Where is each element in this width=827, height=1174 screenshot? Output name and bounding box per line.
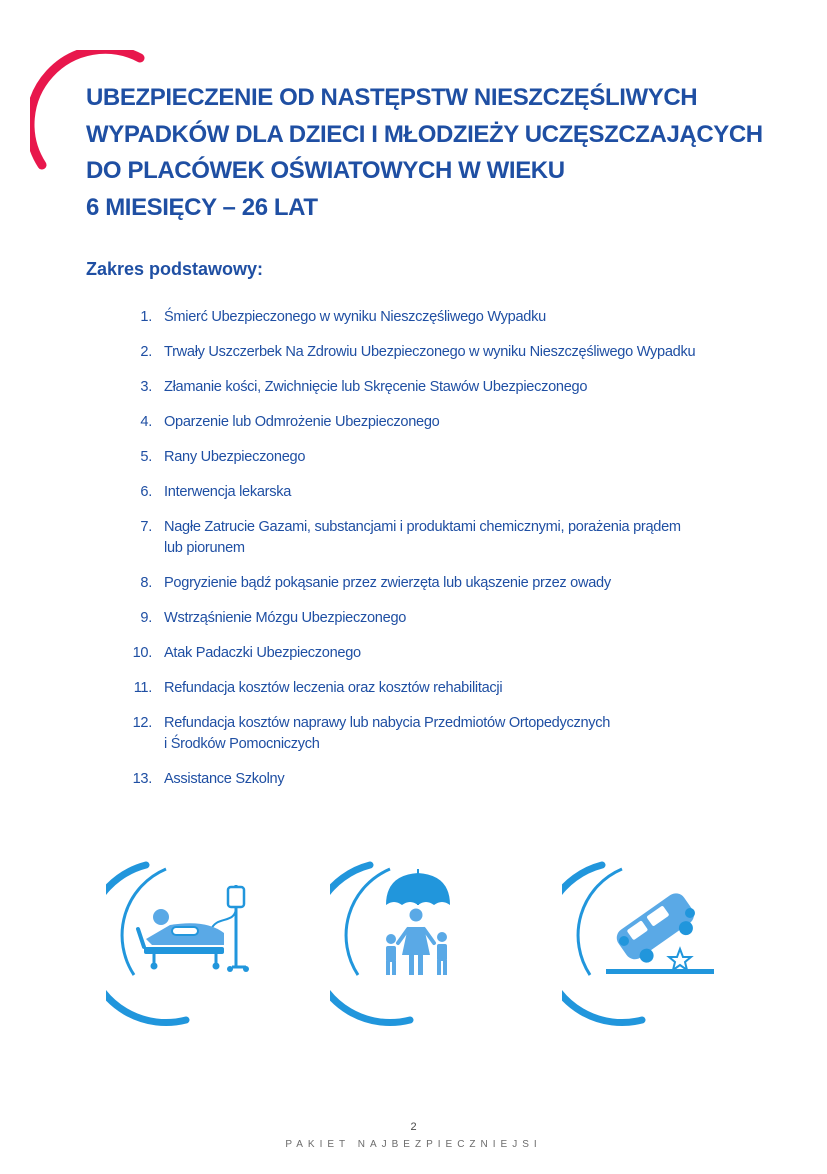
- hospital-bed-icon: [106, 855, 276, 1030]
- list-item-number: 10.: [132, 645, 152, 661]
- list-item: [112, 447, 752, 468]
- list-item-number: 5.: [140, 449, 152, 465]
- list-item-text: [152, 573, 752, 594]
- title-line: UBEZPIECZENIE OD NASTĘPSTW NIESZCZĘŚLIWYCH: [86, 84, 698, 111]
- list-item-text: [152, 447, 752, 468]
- list-item-line: Assistance Szkolny: [164, 771, 285, 787]
- icon-row: [0, 855, 827, 1035]
- list-item-line: i Środków Pomocniczych: [164, 736, 320, 752]
- list-item-number: 2.: [140, 344, 152, 360]
- coverage-list: [112, 307, 752, 790]
- list-item-text: [152, 377, 752, 398]
- list-item: [112, 342, 752, 363]
- list-item-number: 12.: [132, 715, 152, 731]
- title-line: 6 MIESIĘCY – 26 LAT: [86, 193, 318, 221]
- list-item-number: 6.: [140, 484, 152, 500]
- list-item: [112, 608, 752, 629]
- list-item-line: Rany Ubezpieczonego: [164, 449, 306, 465]
- list-item: [112, 573, 752, 594]
- list-item-line: Złamanie kości, Zwichnięcie lub Skręcenie Stawów Ubezpieczonego: [164, 379, 588, 395]
- list-item-line: Atak Padaczki Ubezpieczonego: [164, 645, 361, 661]
- list-item-number: 4.: [140, 414, 152, 430]
- family-umbrella-icon: [330, 855, 500, 1030]
- list-item-number: 8.: [140, 575, 152, 591]
- list-item-line: Interwencja lekarska: [164, 484, 292, 500]
- list-item-text: [152, 713, 752, 755]
- overturned-car-icon: [562, 855, 732, 1030]
- list-item-line: Refundacja kosztów leczenia oraz kosztów rehabilitacji: [164, 680, 503, 696]
- list-item-line: Nagłe Zatrucie Gazami, substancjami i produktami chemicznymi, porażenia prądem: [164, 519, 681, 535]
- list-item-line: Śmierć Ubezpieczonego w wyniku Nieszczęśliwego Wypadku: [164, 309, 546, 325]
- list-item-text: [152, 412, 752, 433]
- page-title: [86, 80, 786, 226]
- list-item: [112, 517, 752, 559]
- list-item-text: [152, 769, 752, 790]
- list-item: [112, 643, 752, 664]
- list-item-text: [152, 678, 752, 699]
- list-item: [112, 713, 752, 755]
- list-item-line: Refundacja kosztów naprawy lub nabycia Przedmiotów Ortopedycznych: [164, 715, 611, 731]
- title-line: DO PLACÓWEK OŚWIATOWYCH W WIEKU: [86, 157, 565, 184]
- list-item-number: 11.: [133, 680, 152, 696]
- page-number: 2: [410, 1121, 417, 1133]
- list-item: [112, 412, 752, 433]
- list-item-line: Trwały Uszczerbek Na Zdrowiu Ubezpieczonego w wyniku Nieszczęśliwego Wypadku: [164, 344, 696, 360]
- list-item: [112, 307, 752, 328]
- list-item-text: [152, 482, 752, 503]
- list-item-number: 7.: [140, 519, 152, 535]
- list-item-text: [152, 608, 752, 629]
- list-item-text: [152, 342, 752, 363]
- list-item-line: Wstrząśnienie Mózgu Ubezpieczonego: [164, 610, 407, 626]
- list-item: [112, 482, 752, 503]
- list-item-number: 13.: [132, 771, 152, 787]
- list-item: [112, 769, 752, 790]
- list-item-line: Pogryzienie bądź pokąsanie przez zwierzęta lub ukąszenie przez owady: [164, 575, 611, 591]
- list-item-text: [152, 517, 752, 559]
- list-item-text: [152, 643, 752, 664]
- list-item-number: 9.: [140, 610, 152, 626]
- list-item-line: Oparzenie lub Odmrożenie Ubezpieczonego: [164, 414, 440, 430]
- title-line: WYPADKÓW DLA DZIECI I MŁODZIEŻY UCZĘSZCZAJĄCYCH: [86, 120, 763, 148]
- list-item: [112, 678, 752, 699]
- list-item-line: lub piorunem: [164, 540, 245, 556]
- list-item-text: [152, 307, 752, 328]
- list-item-number: 3.: [140, 379, 152, 395]
- list-item-number: 1.: [140, 309, 152, 325]
- section-subtitle: Zakres podstawowy:: [86, 259, 264, 279]
- footer-brand-text: PAKIET NAJBEZPIECZNIEJSI: [285, 1139, 542, 1150]
- list-item: [112, 377, 752, 398]
